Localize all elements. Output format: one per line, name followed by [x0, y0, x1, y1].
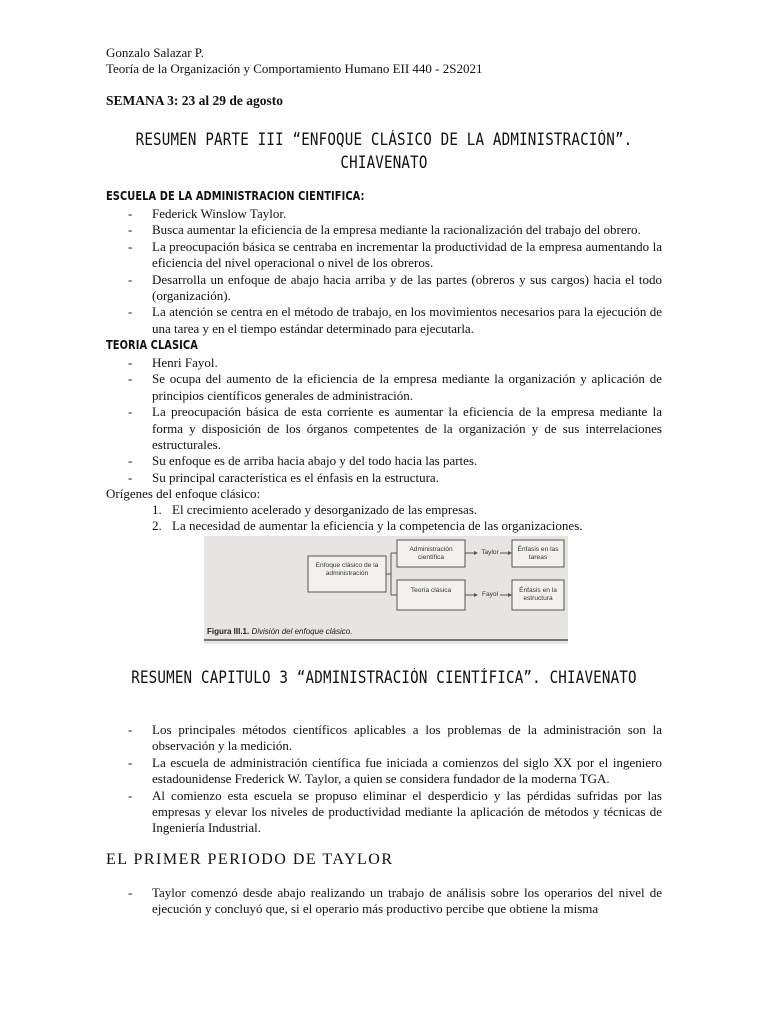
label-taylor: Taylor	[481, 549, 499, 556]
title-line-1: RESUMEN PARTE III “ENFOQUE CLÁSICO DE LA ADMINISTRACIÓN”.	[135, 130, 633, 149]
dash-bullet: -	[128, 304, 133, 320]
list-item	[106, 222, 662, 238]
item-text: Federick Winslow Taylor.	[152, 206, 287, 221]
list-item	[106, 502, 662, 518]
list-item	[106, 470, 662, 486]
dash-bullet: -	[128, 453, 133, 469]
list-item	[106, 518, 662, 534]
origins-label: Orígenes del enfoque clásico:	[106, 486, 261, 501]
caption-label: Figura III.1.	[207, 627, 250, 636]
list-item	[106, 371, 662, 404]
item-text: Su enfoque es de arriba hacia abajo y del todo hacia las partes.	[152, 453, 478, 469]
box-administracion-cientifica: Administración científica	[409, 546, 453, 561]
origins-list	[106, 502, 662, 535]
course-line: Teoría de la Organización y Comportamiento Humano EII 440 - 2S2021	[106, 61, 483, 76]
list-item	[106, 453, 662, 469]
author-line: Gonzalo Salazar P.	[106, 45, 204, 60]
item-text: Su principal característica es el énfasis en la estructura.	[152, 469, 439, 485]
item-text: Desarrolla un enfoque de abajo hacia arriba y de las partes (obreros y sus cargos) hacia el todo (organización).	[152, 271, 662, 304]
item-text: La atención se centra en el método de trabajo, en los movimientos necesarios para la ejecución de una tarea y en el tiempo estándar determinado para ejecutarla.	[152, 304, 662, 336]
list-item	[106, 355, 662, 371]
list-item	[106, 272, 662, 305]
list-item	[106, 722, 662, 755]
list-item	[106, 755, 662, 788]
dash-bullet: -	[128, 238, 133, 254]
item-text: La escuela de administración científica fue iniciada a comienzos del siglo XX por el ingeniero estadounidense Frederick W. Taylor, a quien se considera fundador de la moderna TGA.	[152, 754, 662, 787]
list-item	[106, 788, 662, 837]
item-text: Se ocupa del aumento de la eficiencia de la empresa mediante la organización y aplicación de principios científicos generales de administración.	[152, 371, 662, 403]
dash-bullet: -	[128, 355, 133, 370]
section-heading-cientifica: ESCUELA DE LA ADMINISTRACION CIENTIFICA:	[106, 189, 365, 203]
dash-bullet: -	[128, 754, 133, 770]
dash-bullet: -	[128, 371, 133, 387]
item-text: Al comienzo esta escuela se propuso eliminar el desperdicio y las pérdidas sufridas por las empresas y elevar los niveles de productividad mediante la aplicación de métodos y técnicas de Ingeniería Industrial.	[152, 787, 662, 836]
heading-primer-periodo: EL PRIMER PERIODO DE TAYLOR	[106, 851, 394, 868]
list-item	[106, 885, 662, 918]
list-item	[106, 404, 662, 453]
title-line-2: CHIAVENATO	[340, 153, 428, 172]
figure-diagram	[204, 536, 568, 644]
item-text: La necesidad de aumentar la eficiencia y la competencia de las organizaciones.	[172, 518, 583, 534]
caption-text: División del enfoque clásico.	[251, 627, 353, 636]
title-capitulo-3: RESUMEN CAPITULO 3 “ADMINISTRACIÓN CIENTÍFICA”. CHIAVENATO	[131, 668, 637, 687]
item-text: Henri Fayol.	[152, 355, 218, 370]
item-text: El crecimiento acelerado y desorganizado de las empresas.	[172, 502, 478, 517]
dash-bullet: -	[128, 787, 133, 803]
list-clasica	[106, 355, 662, 486]
dash-bullet: -	[128, 722, 133, 737]
box-enfoque-clasico: Enfoque clásico de la administración	[315, 562, 379, 577]
dash-bullet: -	[128, 404, 133, 420]
box-teoria-clasica: Teoría clásica	[410, 587, 452, 594]
list-cientifica	[106, 206, 662, 337]
list-item	[106, 304, 662, 337]
dash-bullet: -	[128, 271, 133, 287]
list-taylor	[106, 885, 662, 918]
week-line: SEMANA 3: 23 al 29 de agosto	[106, 93, 284, 108]
figure-caption	[207, 627, 352, 636]
label-fayol: Fayol	[481, 591, 499, 598]
dash-bullet: -	[128, 222, 133, 238]
box-enfasis-tareas: Énfasis en las tareas	[517, 546, 559, 561]
dash-bullet: -	[128, 885, 133, 900]
dash-bullet: -	[128, 469, 133, 485]
item-text: Busca aumentar la eficiencia de la empresa mediante la racionalización del trabajo del obrero.	[152, 222, 641, 238]
item-number: 1.	[152, 502, 162, 517]
item-text: Taylor comenzó desde abajo realizando un trabajo de análisis sobre los operarios del nivel de ejecución y concluyó que, si el operario más productivo percibe que obtiene la misma	[152, 885, 662, 917]
item-text: La preocupación básica se centraba en incrementar la productividad de la empresa aumentando la eficiencia del nivel operacional o nivel de los obreros.	[152, 238, 662, 271]
box-enfasis-estructura: Énfasis en la estructura	[519, 587, 557, 602]
list-capitulo-3	[106, 722, 662, 837]
list-item	[106, 206, 662, 222]
section-heading-clasica: TEORIA CLASICA	[106, 338, 198, 352]
item-text: Los principales métodos científicos aplicables a los problemas de la administración son la observación y la medición.	[152, 722, 662, 754]
item-text: La preocupación básica de esta corriente es aumentar la eficiencia de la empresa mediante la forma y disposición de los órganos competentes de la organización y de sus interrelaciones estructurales.	[152, 404, 662, 453]
dash-bullet: -	[128, 206, 133, 221]
item-number: 2.	[152, 518, 162, 534]
list-item	[106, 239, 662, 272]
